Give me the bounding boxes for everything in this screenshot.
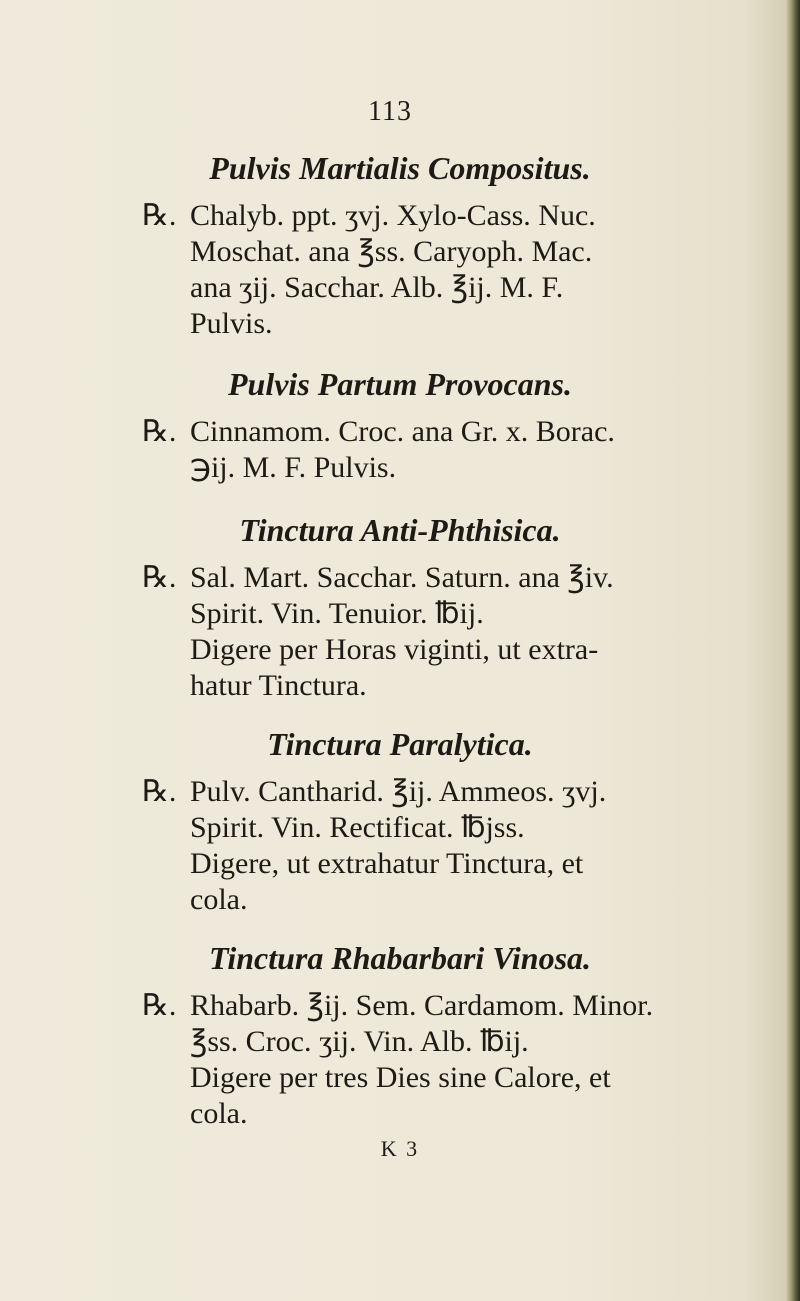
page-number: 113 xyxy=(368,96,412,127)
recipe-symbol: ℞. xyxy=(142,561,177,594)
page-edge xyxy=(786,0,800,1301)
recipe-line: Cinnamom. Croc. ana Gr. x. Borac. xyxy=(190,415,615,448)
recipe-symbol: ℞. xyxy=(142,415,177,448)
recipe-line: cola. xyxy=(190,1097,248,1130)
recipe-line: ana ʒij. Sacchar. Alb. ℥ij. M. F. xyxy=(190,271,564,304)
recipe-line: Spirit. Vin. Tenuior. ℔ij. xyxy=(190,597,484,630)
recipe-line: Moschat. ana ℥ss. Caryoph. Mac. xyxy=(190,235,593,268)
recipe-line: Pulvis. xyxy=(190,307,273,340)
recipe-line: Digere per Horas viginti, ut extra- xyxy=(190,633,599,666)
recipe-line: ℥ss. Croc. ʒij. Vin. Alb. ℔ij. xyxy=(190,1025,529,1058)
recipe-line: Digere per tres Dies sine Calore, et xyxy=(190,1061,611,1094)
recipe-line: ℈ij. M. F. Pulvis. xyxy=(190,451,397,484)
recipe-text xyxy=(142,560,760,704)
section-heading: Pulvis Partum Provocans. xyxy=(227,366,572,402)
recipe-line: cola. xyxy=(190,883,248,916)
section-heading: Tinctura Anti-Phthisica. xyxy=(239,512,561,548)
recipe-line: Sal. Mart. Sacchar. Saturn. ana ℥iv. xyxy=(190,561,614,594)
recipe-line: Chalyb. ppt. ʒvj. Xylo-Cass. Nuc. xyxy=(190,199,596,232)
recipe-line: Spirit. Vin. Rectificat. ℔jss. xyxy=(190,811,525,844)
recipe-line: Pulv. Cantharid. ℥ij. Ammeos. ʒvj. xyxy=(190,775,607,808)
recipe-symbol: ℞. xyxy=(142,989,177,1022)
recipe-text xyxy=(142,774,760,918)
recipe-line: hatur Tinctura. xyxy=(190,669,367,702)
recipe-text xyxy=(142,414,760,486)
section-heading: Pulvis Martialis Compositus. xyxy=(209,150,591,186)
recipe-line: Digere, ut extrahatur Tinctura, et xyxy=(190,847,584,880)
recipe-text xyxy=(142,198,760,342)
recipe-symbol: ℞. xyxy=(142,199,177,232)
recipe-symbol: ℞. xyxy=(142,775,177,808)
section-heading: Tinctura Rhabarbari Vinosa. xyxy=(208,940,592,976)
signature-mark: K 3 xyxy=(380,1136,420,1161)
section-heading: Tinctura Paralytica. xyxy=(267,726,533,762)
recipe-text xyxy=(142,988,760,1132)
recipe-line: Rhabarb. ℥ij. Sem. Cardamom. Minor. xyxy=(190,989,654,1022)
